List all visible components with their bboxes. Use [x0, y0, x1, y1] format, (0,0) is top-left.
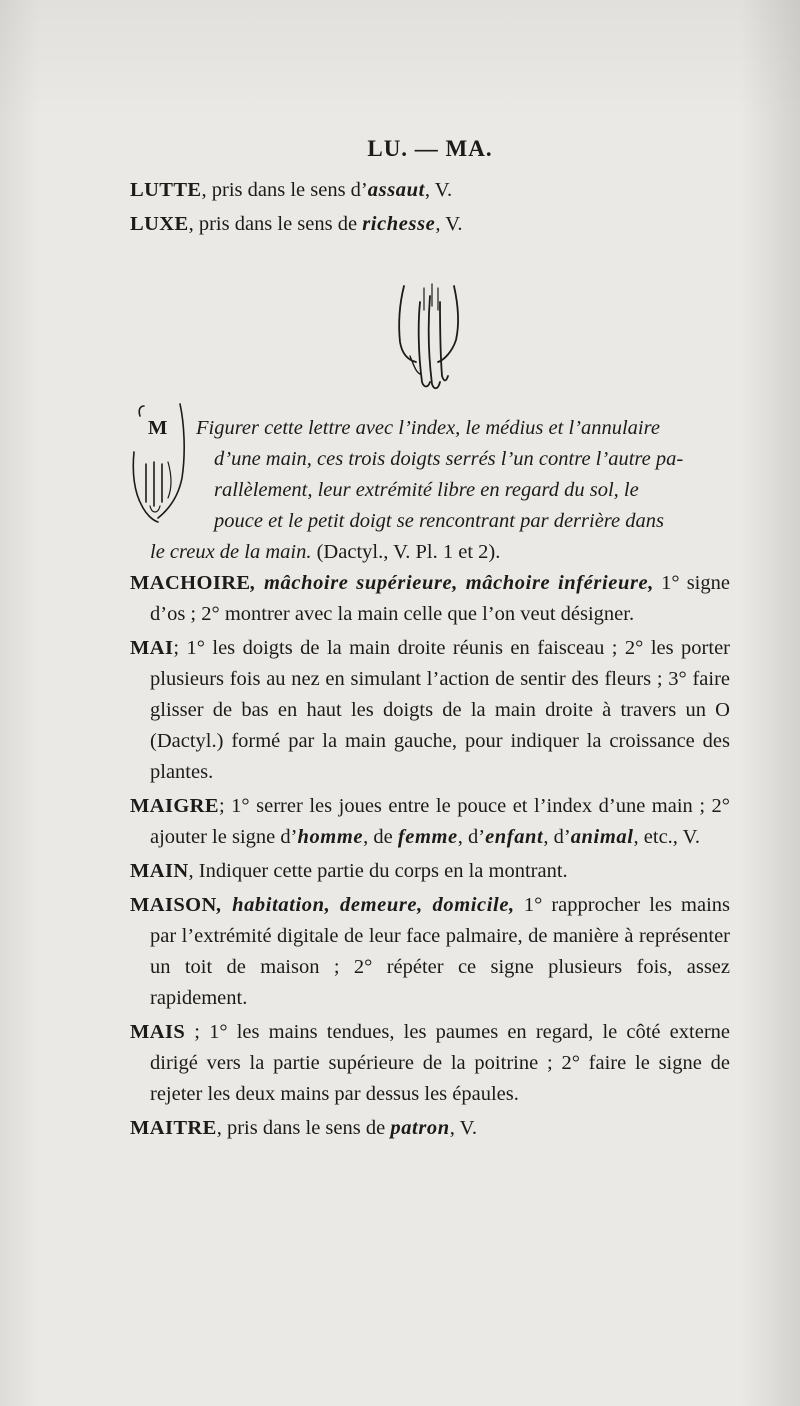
crossref-patron: patron: [390, 1117, 450, 1139]
entries-top: [130, 175, 730, 240]
entry-machoire-text: 1° signe d’os ; 2° montrer avec la main celle que l’on veut désigner.: [150, 572, 730, 625]
letter-m: M: [148, 417, 168, 439]
headword-machoire: MACHOIRE: [130, 572, 251, 594]
m-line-4: pouce et le petit doigt se rencontrant par derrière dans: [214, 510, 664, 532]
entry-maigre-mid2: , d’: [457, 826, 486, 848]
entry-maigre-post: , etc., V.: [633, 826, 700, 848]
m-line-5-ref: (Dactyl., V. Pl. 1 et 2).: [311, 541, 501, 563]
m-line-5: [150, 537, 730, 568]
headword-luxe: LUXE: [130, 213, 189, 235]
entry-mai: [130, 633, 730, 788]
entry-luxe: [130, 209, 730, 240]
headword-main: MAIN: [130, 860, 189, 882]
crossref-maison: , habitation, demeure, domicile,: [216, 894, 515, 916]
m-line-5-italic: le creux de la main.: [150, 541, 312, 563]
entry-maigre-text: ; 1° serrer les joues entre le pouce et l’index d’une main ; 2° ajouter le signe d’: [150, 795, 730, 848]
entry-mais: [130, 1017, 730, 1110]
m-line-3: rallèlement, leur extrémité libre en regard du sol, le: [214, 479, 639, 501]
entry-lutte-post: , V.: [424, 179, 453, 201]
crossref-assaut: assaut: [367, 179, 425, 201]
m-description: [196, 413, 730, 537]
headword-maison: MAISON: [130, 894, 217, 916]
entry-maison-text: 1° rapprocher les mains par l’extrémité digitale de leur face palmaire, de manière à représenter un toit de maison ; 2° répéter ce signe plusieurs fois, assez rapidement.: [150, 894, 731, 1009]
crossref-homme: homme: [297, 826, 364, 848]
entry-maitre-text: , pris dans le sens de: [216, 1117, 391, 1139]
running-header: LU. — MA.: [367, 136, 493, 161]
entry-lutte-text: , pris dans le sens d’: [201, 179, 368, 201]
entries-main: [130, 568, 730, 1144]
entry-mai-text: ; 1° les doigts de la main droite réunis en faisceau ; 2° les porter plusieurs fois au nez en simulant l’action de sentir des fleurs ; 3° faire glisser de bas en haut les doigts de la main droite à travers un O (Dactyl.) formé par la main gauche, pour indiquer la croissance des plantes.: [150, 637, 730, 783]
entry-main-text: , Indiquer cette partie du corps en la montrant.: [188, 860, 568, 882]
m-line-1: Figurer cette lettre avec l’index, le médius et l’annulaire: [196, 417, 660, 439]
entry-maitre-post: , V.: [449, 1117, 477, 1139]
headword-lutte: LUTTE: [130, 179, 202, 201]
entry-main: [130, 856, 730, 887]
hand-sign-m-illustration-icon: [394, 282, 464, 392]
m-line-2: d’une main, ces trois doigts serrés l’un contre l’autre pa-: [214, 448, 684, 470]
entry-m-letter: [130, 413, 730, 568]
headword-maitre: MAITRE: [130, 1117, 217, 1139]
headword-mais: MAIS: [130, 1021, 186, 1043]
entry-luxe-text: , pris dans le sens de: [188, 213, 363, 235]
crossref-machoire: , mâchoire supérieure, mâchoire inférieure,: [250, 572, 654, 594]
crossref-animal: animal: [570, 826, 634, 848]
crossref-enfant: enfant: [485, 826, 544, 848]
entry-maitre: [130, 1113, 730, 1144]
entry-luxe-post: , V.: [435, 213, 463, 235]
headword-mai: MAI: [130, 637, 174, 659]
entry-lutte: [130, 175, 730, 206]
crossref-femme: femme: [397, 826, 458, 848]
crossref-richesse: richesse: [362, 213, 436, 235]
entry-mais-text: ; 1° les mains tendues, les paumes en regard, le côté externe dirigé vers la partie supérieure de la poitrine ; 2° faire le signe de rejeter les deux mains par dessus les épaules.: [150, 1021, 730, 1105]
entry-maison: [130, 890, 730, 1014]
entry-maigre-mid3: , d’: [543, 826, 571, 848]
headword-maigre: MAIGRE: [130, 795, 219, 817]
entry-maigre-mid1: , de: [363, 826, 398, 848]
entry-maigre: [130, 791, 730, 853]
entry-machoire: [130, 568, 730, 630]
